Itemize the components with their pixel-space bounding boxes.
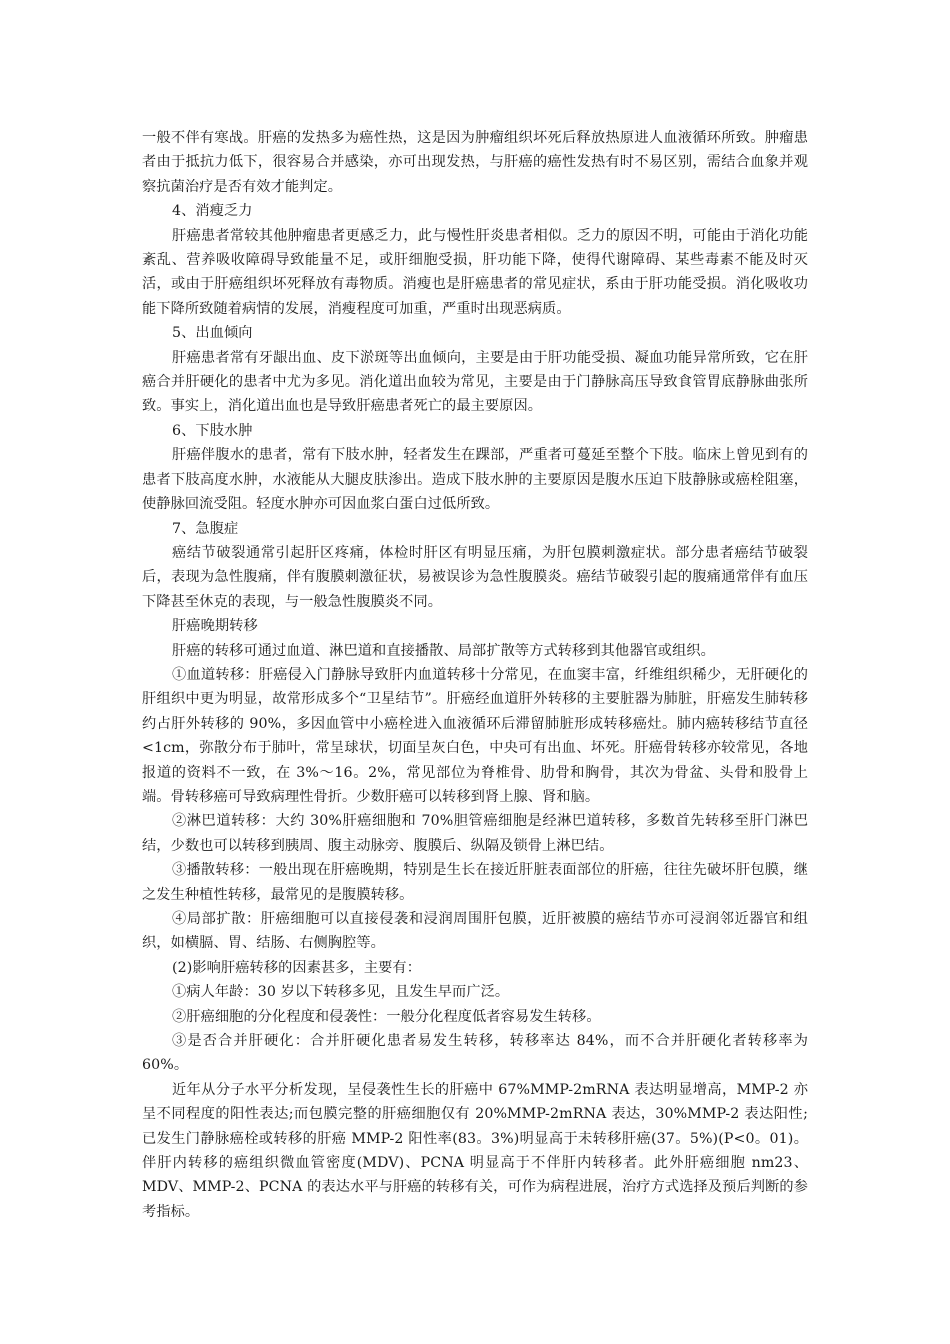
section-heading-bleeding: 5、出血倾向: [172, 325, 253, 342]
paragraph-factor-differentiation: ②肝癌细胞的分化程度和侵袭性：一般分化程度低者容易发生转移。: [172, 1008, 601, 1025]
paragraph-bleeding: 肝癌患者常有牙龈出血、皮下淤斑等出血倾向，主要是由于肝功能受损、凝血功能异常所致，它在肝癌合并肝硬化的患者中尤为多见。消化道出血较为常见，主要是由于门静脉高压导致食管胃底静脉曲张所致。事实上，消化道出血也是导致肝癌患者死亡的最主要原因。: [142, 349, 808, 415]
paragraph-factor-cirrhosis: ③是否合并肝硬化：合并肝硬化患者易发生转移，转移率达 84%，而不合并肝硬化者转移率为 60%。: [142, 1033, 808, 1074]
paragraph-metastasis-intro: 肝癌的转移可通过血道、淋巴道和直接播散、局部扩散等方式转移到其他器官或组织。: [172, 642, 715, 659]
paragraph-fever-continued: 一般不伴有寒战。肝癌的发热多为癌性热，这是因为肿瘤组织坏死后释放热原进人血液循环所致。肿瘤患者由于抵抗力低下，很容易合并感染，亦可出现发热，与肝癌的癌性发热有时不易区别，需结合血象并观察抗菌治疗是否有效才能判定。: [142, 130, 808, 195]
section-heading-metastasis: 肝癌晚期转移: [172, 618, 258, 635]
paragraph-acute-abdomen: 癌结节破裂通常引起肝区疼痛，体检时肝区有明显压痛，为肝包膜刺激症状。部分患者癌结节破裂后，表现为急性腹痛，伴有腹膜刺激征状，易被误诊为急性腹膜炎。癌结节破裂引起的腹痛通常伴有血压下降甚至休克的表现，与一般急性腹膜炎不同。: [142, 544, 808, 610]
document-body: [142, 126, 808, 1224]
section-heading-weight-loss: 4、消瘦乏力: [172, 203, 253, 220]
paragraph-seeding-metastasis: ③播散转移：一般出现在肝癌晚期，特别是生长在接近肝脏表面部位的肝癌，往往先破坏肝包膜，继之发生种植性转移，最常见的是腹膜转移。: [142, 862, 808, 903]
section-heading-edema: 6、下肢水肿: [172, 422, 253, 439]
paragraph-weight-loss: 肝癌患者常较其他肿瘤患者更感乏力，此与慢性肝炎患者相似。乏力的原因不明，可能由于消化功能紊乱、营养吸收障碍导致能量不足，或肝细胞受损，肝功能下降，使得代谢障碍、某些毒素不能及时灭活，或由于肝癌组织坏死释放有毒物质。消瘦也是肝癌患者的常见症状，系由于肝功能受损。消化吸收功能下降所致随着病情的发展，消瘦程度可加重，严重时出现恶病质。: [142, 227, 808, 317]
paragraph-factor-age: ①病人年龄：30 岁以下转移多见，且发生早而广泛。: [172, 984, 510, 1001]
paragraph-local-spread: ④局部扩散：肝癌细胞可以直接侵袭和浸润周围肝包膜，近肝被膜的癌结节亦可浸润邻近器官和组织，如横膈、胃、结肠、右侧胸腔等。: [142, 911, 808, 952]
paragraph-lymph-metastasis: ②淋巴道转移：大约 30%肝癌细胞和 70%胆管癌细胞是经淋巴道转移，多数首先转移至肝门淋巴结，少数也可以转移到胰周、腹主动脉旁、腹膜后、纵隔及锁骨上淋巴结。: [142, 813, 808, 854]
paragraph-edema: 肝癌伴腹水的患者，常有下肢水肿，轻者发生在踝部，严重者可蔓延至整个下肢。临床上曾见到有的患者下肢高度水肿，水液能从大腿皮肤渗出。造成下肢水肿的主要原因是腹水压迫下肢静脉或癌栓阻塞，使静脉回流受阻。轻度水肿亦可因血浆白蛋白过低所致。: [142, 447, 808, 513]
paragraph-factors-intro: (2)影响肝癌转移的因素甚多，主要有：: [172, 959, 421, 976]
paragraph-molecular-analysis: 近年从分子水平分析发现，呈侵袭性生长的肝癌中 67%MMP-2mRNA 表达明显增高，MMP-2 亦呈不同程度的阳性表达;而包膜完整的肝癌细胞仅有 20%MMP-2mRNA 表达，30%MMP-2 表达阳性;已发生门静脉癌栓或转移的肝癌 MMP-2 阳性率(83。3%)明显高于未转移肝癌(37。5%)(P<0。01)。伴肝内转移的癌组织微血管密度(MDV)、PCNA 明显高于不伴肝内转移者。此外肝癌细胞 nm23、MDV、MMP-2、PCNA 的表达水平与肝癌的转移有关，可作为病程进展，治疗方式选择及预后判断的参考指标。: [142, 1081, 808, 1220]
paragraph-blood-metastasis: ①血道转移：肝癌侵入门静脉导致肝内血道转移十分常见，在血窦丰富，纤维组织稀少，无肝硬化的肝组织中更为明显，故常形成多个“卫星结节”。肝癌经血道肝外转移的主要脏器为肺脏，肝癌发生肺转移约占肝外转移的 90%，多因血管中小癌栓进入血液循环后滞留肺脏形成转移癌灶。肺内癌转移结节直径<1cm，弥散分布于肺叶，常呈球状，切面呈灰白色，中央可有出血、坏死。肝癌骨转移亦较常见，各地报道的资料不一致，在 3%～16。2%，常见部位为脊椎骨、肋骨和胸骨，其次为骨盆、头骨和股骨上端。骨转移癌可导致病理性骨折。少数肝癌可以转移到肾上腺、肾和脑。: [142, 666, 808, 805]
section-heading-acute-abdomen: 7、急腹症: [172, 520, 239, 537]
